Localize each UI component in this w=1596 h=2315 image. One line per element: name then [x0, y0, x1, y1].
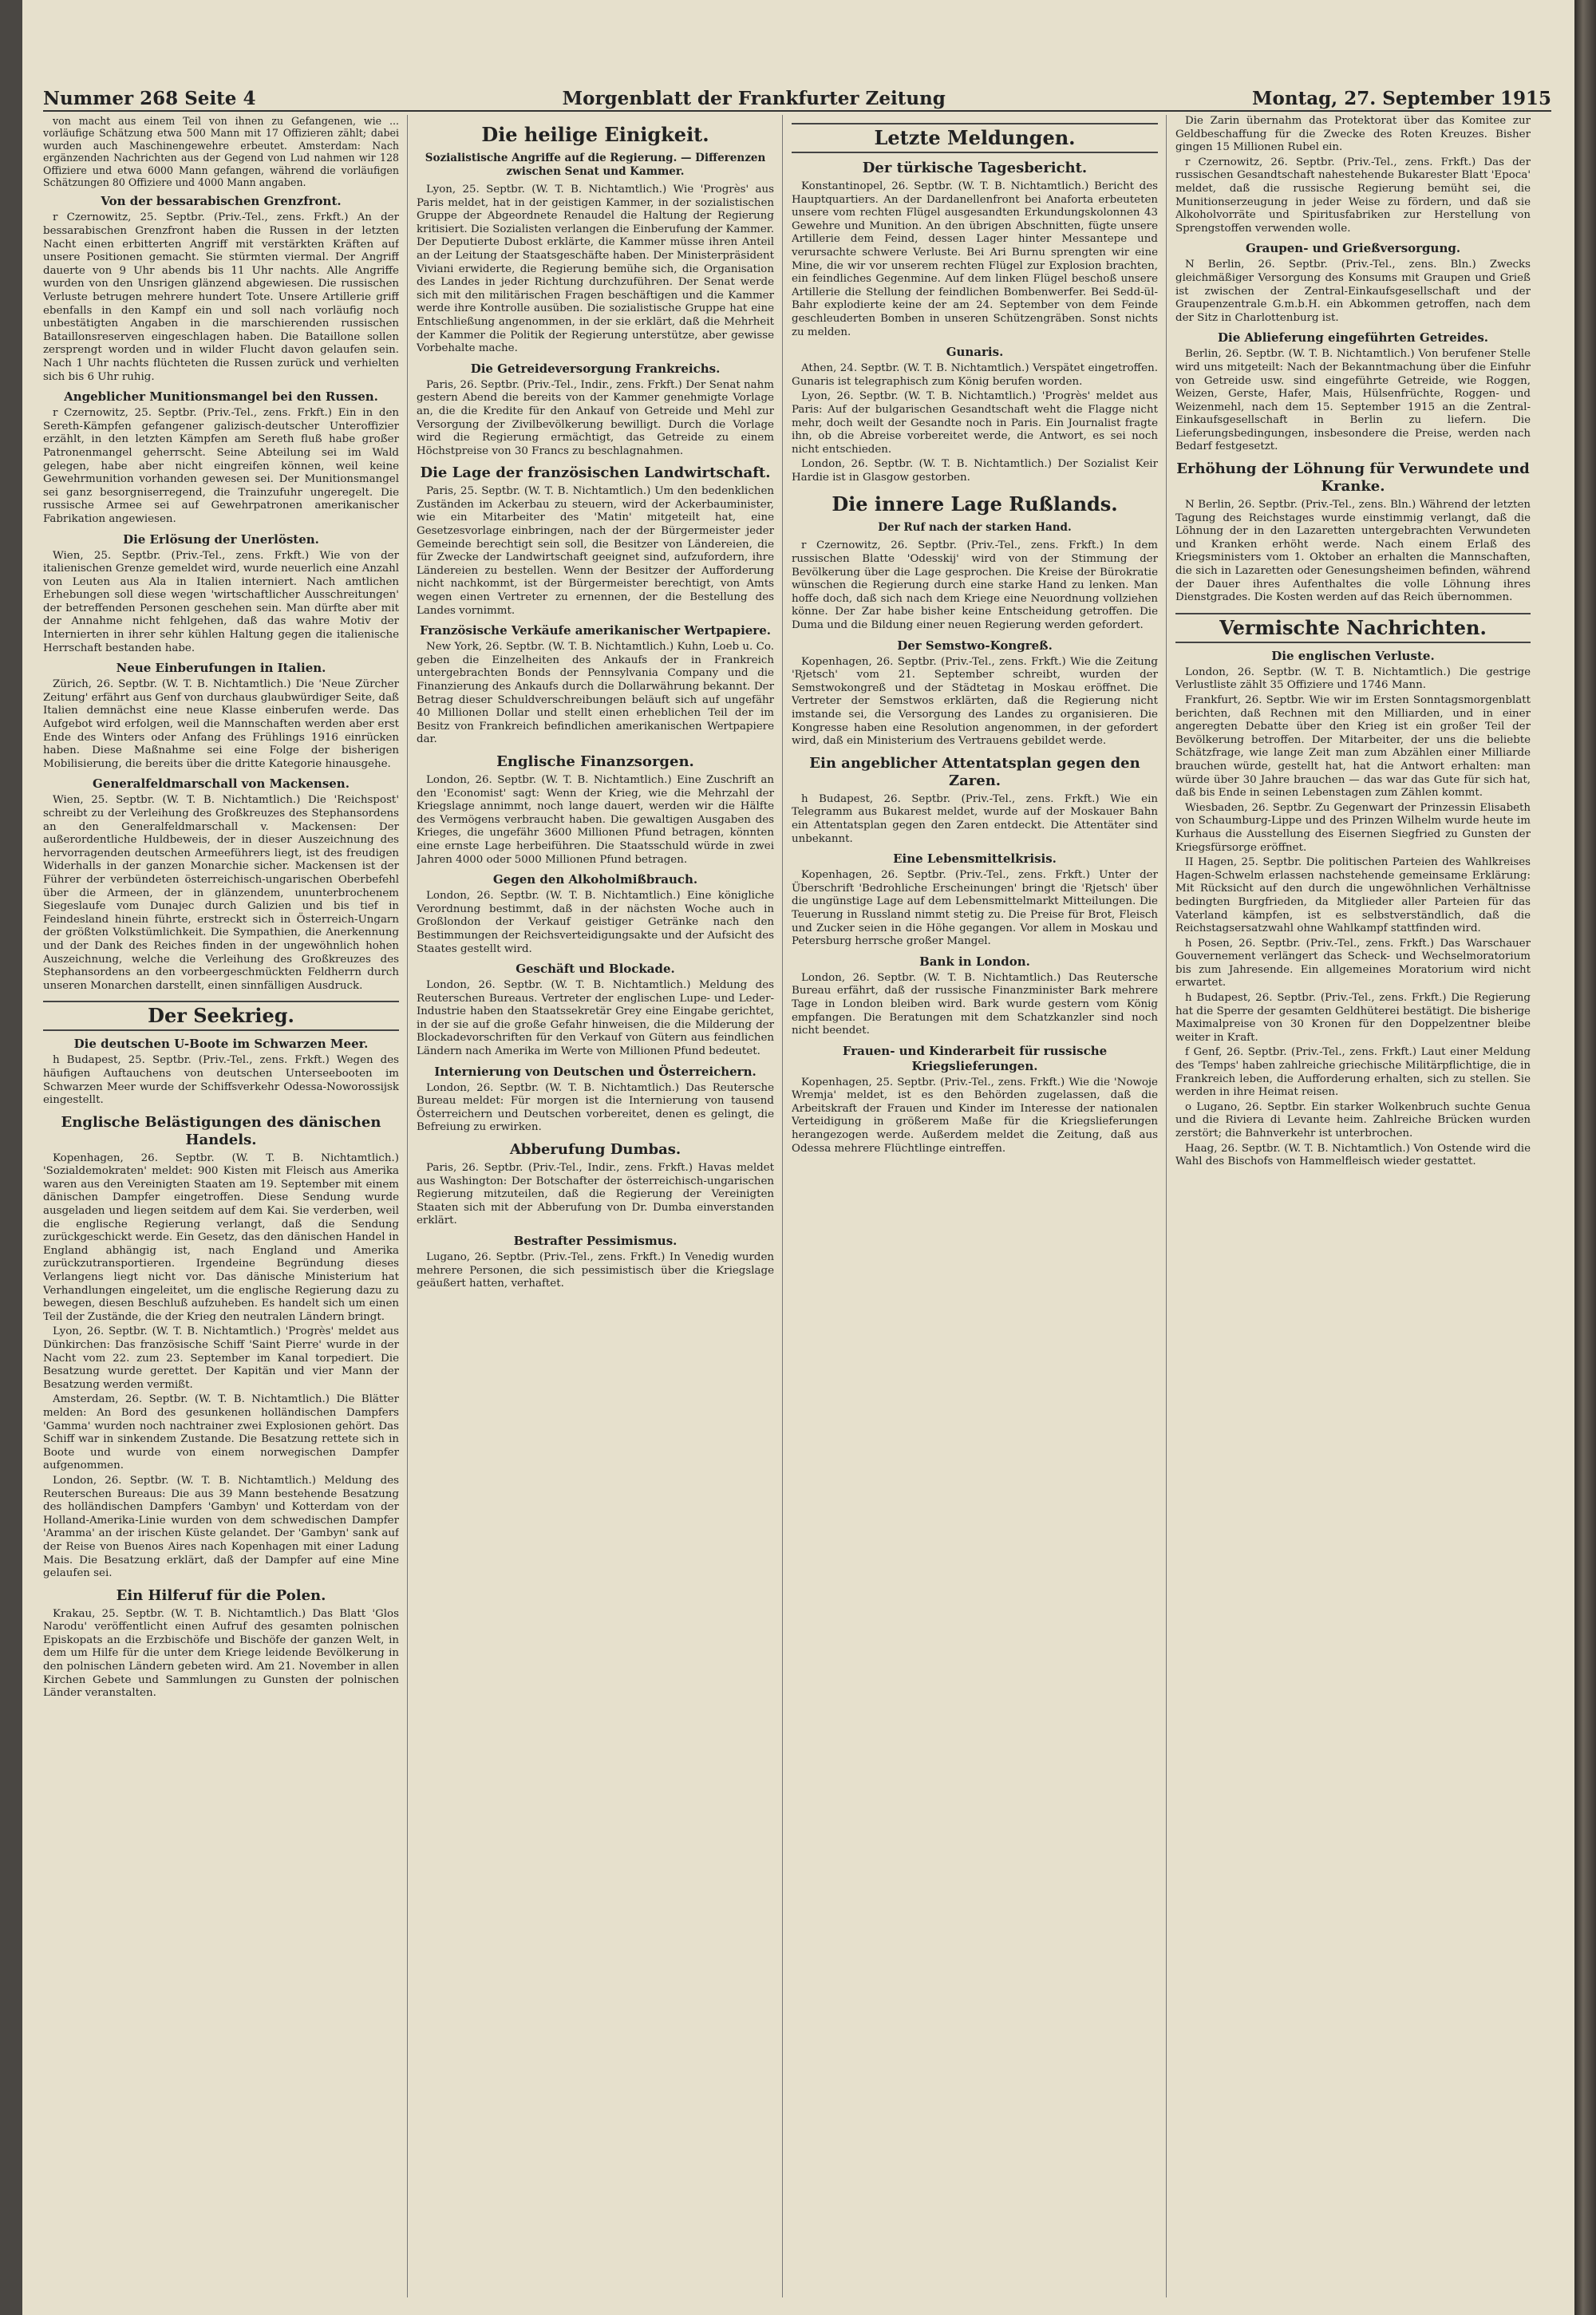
column-rule — [407, 115, 408, 2297]
section-seekrieg: Der Seekrieg. — [43, 1001, 399, 1031]
headline-mackensen: Generalfeldmarschall von Mackensen. — [93, 776, 350, 792]
article-frauenarbeit: Kopenhagen, 25. Septbr. (Priv.-Tel., zens. Frkft.) Wie die 'Nowoje Wremja' meldet, ist es den Behörden zugelassen, daß die Arbeitskraft der Frauen und Kinder im Interesse der nationalen Verteidigung in größerem Maße für die Kriegslieferungen herangezogen werde. Außerdem meldet die Zeitung, daß aus Odessa mehrere Flüchtlinge eintreffen. — [792, 1076, 1158, 1155]
article-genf: f Genf, 26. Septbr. (Priv.-Tel., zens. Frkft.) Laut einer Meldung des 'Temps' haben zahlreiche griechische Militärpflichtige, die in Frankreich leben, die Aufforderung erhalten, sich zu stellen. Sie werden in ihre Heimat reisen. — [1175, 1046, 1531, 1099]
article-lugano: o Lugano, 26. Septbr. Ein starker Wolkenbruch suchte Genua und die Riviera di Levante heim. Zahlreiche Brücken wurden zerstört; die Bahnverkehr ist unterbrochen. — [1175, 1100, 1531, 1140]
article-pessimismus: Lugano, 26. Septbr. (Priv.-Tel., zens. Frkft.) In Venedig wurden mehrere Personen, die sich pessimistisch über die Kriegslage geäußert hatten, verhaftet. — [417, 1251, 774, 1290]
issue-number: Nummer 268 Seite 4 — [43, 87, 256, 109]
article-semstwo: Kopenhagen, 26. Septbr. (Priv.-Tel., zens. Frkft.) Wie die Zeitung 'Rjetsch' vom 21. September schreibt, wurden der Semstwokongreß und der Städtetag in Moskau eröffnet. Die Vertreter der Semstwos erklärten, daß die Regierung nicht imstande sei, die Versorgung des Landes zu organisieren. Die Kongresse haben eine Resolution angenommen, in der gefordert wird, daß ein Ministerium des Vertrauens gebildet werde. — [792, 655, 1158, 748]
headline-einberufungen: Neue Einberufungen in Italien. — [116, 661, 326, 676]
headline-tagesbericht: Der türkische Tagesbericht. — [862, 160, 1088, 176]
article-landwirtschaft: Paris, 25. Septbr. (W. T. B. Nichtamtlich.) Um den bedenklichen Zuständen im Ackerbau zu steuern, wird der Ackerbauminister, wie ein Mitarbeiter des 'Matin' mitgeteilt hat, eine Gesetzesvorlage einbringen, nach der der Bürgermeister jeder Gemeinde berechtigt sein soll, die Besitzer von Ländereien, die für Zwecke der Landwirtschaft geeignet sind, aufzufordern, ihre Ländereien zu bestellen. Wenn der Besitzer der Aufforderung nicht nachkommt, ist der Bürgermeister berechtigt, von Amts wegen einen Vertreter zu ernennen, der die Bestellung des Landes vornimmt. — [417, 485, 774, 617]
article-loehnung: N Berlin, 26. Septbr. (Priv.-Tel., zens. Bln.) Während der letzten Tagung des Reichstages wurde einstimmig verlangt, daß die Löhnung der in den Lazaretten untergebrachten Verwundeten und Kranken erhöht werde. Nach einem Erlaß des Kriegsministers vom 1. Oktober an erhalten die Mannschaften, die sich in Lazaretten oder Genesungsheimen befinden, während der Dauer ihres Aufenthaltes die volle Löhnung ihres Dienstgrades. Die Kosten werden auf das Reich übernommen. — [1175, 499, 1531, 604]
article-englische-belaestigungen: Kopenhagen, 26. Septbr. (W. T. B. Nichtamtlich.) 'Sozialdemokraten' meldet: 900 Kisten mit Fleisch aus Amerika waren aus den Vereinigten Staaten am 19. September mit einem dänischen Dampfer eingetroffen. Diese Sendung wurde ausgeladen und liegen seitdem auf dem Kai. Sie verderben, weil die englische Regierung verlangt, daß die Sendung zurückgeschickt werde. Ein Gesetz, das den dänischen Handel in England abhängig ist, nach England und Amerika zurückzutransportieren. Irgendeine Begründung dieses Verlangens liegt nicht vor. Das dänische Ministerium hat Verhandlungen eingeleitet, um die englische Regierung dazu zu bewegen, diesen Beschluß aufzuheben. Es handelt sich um einen Teil der Zustände, die der Krieg den neutralen Ländern bringt. — [43, 1152, 399, 1323]
headline-verluste: Die englischen Verluste. — [1271, 648, 1435, 663]
article-ablieferung: Berlin, 26. Septbr. (W. T. B. Nichtamtlich.) Von berufener Stelle wird uns mitgeteilt: Nach der Bekanntmachung über die Einfuhr von Getreide usw. sind eingeführte Getreide, wie Roggen, Weizen, Gerste, Hafer, Mais, Hülsenfrüchte, Roggen- und Weizenmehl, nach dem 15. September 1915 an die Zentral-Einkaufsgesellschaft in Berlin zu liefern. Die Lieferungsbedingungen, insbesondere die Preise, werden nach Bedarf festgesetzt. — [1175, 348, 1531, 453]
headline-blockade: Geschäft und Blockade. — [516, 962, 675, 977]
newspaper-page — [22, 0, 1574, 2315]
headline-finanzsorgen: Englische Finanzsorgen. — [496, 753, 694, 770]
headline-englische-belaestigungen: Englische Belästigungen des dänischen Handels. — [61, 1113, 381, 1148]
article-attentat: h Budapest, 26. Septbr. (Priv.-Tel., zens. Frkft.) Wie ein Telegramm aus Bukarest meldet, wurde auf der Moskauer Bahn ein Attentatsplan gegen den Zaren entdeckt. Die Attentäter sind unbekannt. — [792, 792, 1158, 845]
headline-lebensmittel: Eine Lebensmittelkrisis. — [893, 851, 1057, 867]
article-wiesbaden: Wiesbaden, 26. Septbr. Zu Gegenwart der Prinzessin Elisabeth von Schaumburg-Lippe und des Prinzen Wilhelm wurde heute im Kurhaus die Ausstellung des Eisernen Siegfried zu Gunsten der Kriegsfürsorge eröffnet. — [1175, 801, 1531, 854]
article-polen: Krakau, 25. Septbr. (W. T. B. Nichtamtlich.) Das Blatt 'Glos Narodu' veröffentlicht einen Aufruf des gesamten polnischen Episkopats an die Erzbischöfe und Bischöfe der ganzen Welt, in dem um Hilfe für die unter dem Kriege leidende Bevölkerung in den polnischen Ländern gebeten wird. Am 21. November in allen Kirchen Gebete und Sammlungen zu Gunsten der polnischen Länder veranstalten. — [43, 1607, 399, 1700]
issue-date: Montag, 27. September 1915 — [1252, 87, 1551, 109]
article-hagen: II Hagen, 25. Septbr. Die politischen Parteien des Wahlkreises Hagen-Schwelm erlassen nachstehende gemeinsame Erklärung: Mit Rücksicht auf den durch die ungewöhnlichen Verhältnisse bedingten Burgfrieden, da Mitglieder aller Parteien für das Vaterland kämpfen, ist es selbstverständlich, daß die Reichstagsersatzwahl ohne Wahlkampf stattfinden wird. — [1175, 856, 1531, 935]
headline-polen: Ein Hilferuf für die Polen. — [116, 1586, 326, 1604]
article-erloesung: Wien, 25. Septbr. (Priv.-Tel., zens. Frkft.) Wie von der italienischen Grenze gemeldet wird, wurde neuerlich eine Anzahl von Leuten aus Ala in Italien interniert. Nach amtlichen Erhebungen soll diese wegen 'wirtschaftlicher Ausschreitungen' der betreffenden Personen geschehen sein. Man dürfte aber mit der Annahme nicht fehlgehen, daß das wahre Motiv der Internierten in ihrer sehr kühlen Haltung gegen die italienische Herrschaft bestanden habe. — [43, 549, 399, 654]
headline-erloesung: Die Erlösung der Unerlösten. — [123, 531, 319, 547]
headline-alkohol: Gegen den Alkoholmißbrauch. — [492, 872, 698, 887]
headline-munitionsmangel: Angeblicher Munitionsmangel bei den Russen. — [64, 389, 378, 405]
article-bank: London, 26. Septbr. (W. T. B. Nichtamtlich.) Das Reutersche Bureau erfährt, daß der russische Finanzminister Bark mehrere Tage in London bleiben wird. Bark wurde gestern vom König empfangen. Die Beratungen mit dem Schatzkanzler sind noch nicht beendet. — [792, 971, 1158, 1037]
column-2 — [417, 115, 774, 2297]
article-finanzsorgen: London, 26. Septbr. (W. T. B. Nichtamtlich.) Eine Zuschrift an den 'Economist' sagt: Wenn der Krieg, wie die Mehrzahl der Kriegslage annimmt, noch lange dauert, werden wir die Hälfte des Vermögens verbraucht haben. Die gewaltigen Ausgaben des Krieges, die ungefähr 3600 Millionen Pfund betragen, könnten eine ernste Lage herbeiführen. Die Staatsschuld würde in zwei Jahren 4000 oder 5000 Millionen Pfund betragen. — [417, 773, 774, 866]
article-getreide: Paris, 26. Septbr. (Priv.-Tel., Indir., zens. Frkft.) Der Senat nahm gestern Abend die bereits von der Kammer genehmigte Vorlage an, die die Kredite für den Ankauf von Getreide und Mehl zur Versorgung der Zivilbevölkerung bewilligt. Durch die Vorlage wird die Regierung ermächtigt, das Getreide zu einem Höchstpreise von 30 Francs zu beschlagnahmen. — [417, 378, 774, 457]
article-london: London, 26. Septbr. (W. T. B. Nichtamtlich.) Meldung des Reuterschen Bureaus: Die aus 39 Mann bestehende Besatzung des holländischen Dampfers 'Gambyn' und Kotterdam von der Holland-Amerika-Linie wurden von dem schwedischen Dampfer 'Aramma' an der irischen Küste gelandet. Der 'Gambyn' sank auf der Reise von Buenos Aires nach Kopenhagen mit einer Ladung Mais. Die Besatzung erklärt, daß der Dampfer auf eine Mine gelaufen sei. — [43, 1474, 399, 1580]
headline-innere-lage: Die innere Lage Rußlands. — [832, 492, 1118, 516]
headline-graupen: Graupen- und Grießversorgung. — [1245, 241, 1461, 256]
article-dumba: Paris, 26. Septbr. (Priv.-Tel., Indir., zens. Frkft.) Havas meldet aus Washington: Der Botschafter der österreichisch-ungarischen Regierung mitzuteilen, daß die Regierung der Vereinigten Staaten sich mit der Abberufung von Dr. Dumba einverstanden erklärt. — [417, 1162, 774, 1227]
column-rule — [1166, 115, 1167, 2297]
section-vermischte: Vermischte Nachrichten. — [1175, 613, 1531, 643]
article-front: r Czernowitz, 25. Septbr. (Priv.-Tel., zens. Frkft.) An der bessarabischen Grenzfront haben die Russen in der letzten Nacht einen erbitterten Angriff mit verstärkten Kräften auf unsere Positionen gemacht. Sie stürmten viermal. Der Angriff dauerte von 9 Uhr abends bis 11 Uhr nachts. Alle Angriffe wurden von den Unsrigen glänzend abgewiesen. Die russischen Verluste betrugen mehrere hundert Tote. Unsere Artillerie griff ebenfalls in den Kampf ein und soll nach vorläufig noch unbestätigten Angaben in die marschierenden russischen Bataillonsreserven eingeschlagen haben. Die Bataillone sollen zersprengt worden und in wilder Flucht davon gelaufen sein. Nach 1 Uhr nachts flüchteten die Russen zurück und verhielten sich bis 6 Uhr ruhig. — [43, 211, 399, 383]
headline-internierung: Internierung von Deutschen und Österreichern. — [434, 1064, 757, 1079]
article-verkaeufe: New York, 26. Septbr. (W. T. B. Nichtamtlich.) Kuhn, Loeb u. Co. geben die Einzelheiten des Ankaufs der in Frankreich untergebrachten Bonds der Pennsylvania Company und die Finanzierung des Ankaufs durch die Dollarwährung bekannt. Der Betrag dieser Schuldverschreibungen beläuft sich auf ungefähr 40 Millionen Dollar und stellt einen erheblichen Teil der im Besitz von Frankreich befindlichen amerikanischen Wertpapiere dar. — [417, 641, 774, 746]
article-einberufungen: Zürich, 26. Septbr. (W. T. B. Nichtamtlich.) Die 'Neue Zürcher Zeitung' erfährt aus Genf von durchaus glaubwürdiger Seite, daß Italien demnächst eine neue Klasse einberufen werde. Das Aufgebot wird erfolgen, weil die Mannschaften werden aber erst Ende des Winters oder Anfang des Frühlings 1916 einrücken haben. Diese Maßnahme sei eine Folge der bisherigen Mobilisierung, die bereits über die dritte Kategorie hinausgehe. — [43, 678, 399, 770]
headline-verkaeufe: Französische Verkäufe amerikanischer Wertpapiere. — [420, 623, 771, 638]
article-lyon: Lyon, 26. Septbr. (W. T. B. Nichtamtlich.) 'Progrès' meldet aus Dünkirchen: Das französische Schiff 'Saint Pierre' wurde in der Nacht vom 22. zum 23. September im Kanal torpediert. Die Besatzung wurde gerettet. Der Kapitän und vier Mann der Besatzung werden vermißt. — [43, 1325, 399, 1391]
headline-getreide: Die Getreideversorgung Frankreichs. — [470, 361, 721, 376]
article-budapest: h Budapest, 26. Septbr. (Priv.-Tel., zens. Frkft.) Die Regierung hat die Sperre der gesamten Geldhüterei bestätigt. Die bisherige Maximalpreise von 30 Kronen für den Doppelzentner bleibe weiter in Kraft. — [1175, 992, 1531, 1044]
article-blockade: London, 26. Septbr. (W. T. B. Nichtamtlich.) Meldung des Reuterschen Bureaus. Vertreter der englischen Lupe- und Leder-Industrie haben den Staatssekretär Grey eine Eingabe gerichtet, in der sie auf die große Gefahr hinweisen, die die Milderung der Blockadevorschriften für den Verkauf von Gütern aus feindlichen Ländern nach Amerika im Werte von Millionen Pfund bedeutet. — [417, 979, 774, 1058]
book-binding — [1574, 0, 1596, 2315]
column-4 — [1175, 115, 1531, 2297]
article-zarin: Die Zarin übernahm das Protektorat über das Komitee zur Geldbeschaffung für die Zwecke des Roten Kreuzes. Bisher gingen 15 Millionen Rubel ein. — [1175, 115, 1531, 154]
headline-uboote: Die deutschen U-Boote im Schwarzen Meer. — [73, 1037, 369, 1052]
headline-letzte-meldungen: Letzte Meldungen. — [792, 123, 1158, 153]
article-frankfurt: Frankfurt, 26. Septbr. Wie wir im Ersten Sonntagsmorgenblatt berichten, daß Rechnen mit den Milliarden, und in einer angeregten Debatte über den Krieg ist ein großer Teil der Bevölkerung betroffen. Der Mitarbeiter, der uns die beliebte Schätzfrage, wie lange Zeit man zum Abzählen einer Milliarde brauchen würde, gestellt hat, hat die Antwort erhalten: man würde über 30 Jahre brauchen — das war das Gute für sich hat, daß bis Ende in seinen Lebenstagen zum Zählen kommt. — [1175, 694, 1531, 800]
article-alkohol: London, 26. Septbr. (W. T. B. Nichtamtlich.) Eine königliche Verordnung bestimmt, daß in der nächsten Woche auch in Großlondon der Verkauf geistiger Getränke nach den Bestimmungen der Reichsverteidigungsakte und der Aufsicht des Staates gestellt wird. — [417, 890, 774, 955]
subheadline-innere-lage: Der Ruf nach der starken Hand. — [878, 521, 1072, 535]
headline-gunaris: Gunaris. — [946, 345, 1004, 360]
column-3 — [792, 115, 1158, 2297]
article-lyon-2: Lyon, 26. Septbr. (W. T. B. Nichtamtlich.) 'Progrès' meldet aus Paris: Auf der bulgarischen Gesandtschaft weht die Flagge nicht mehr, doch weilt der Gesandte noch in Paris. Ein Journalist fragte ihn, ob die Abreise vorbereitet werde, die Antwort, es sei noch nicht entschieden. — [792, 390, 1158, 456]
article-graupen: N Berlin, 26. Septbr. (Priv.-Tel., zens. Bln.) Zwecks gleichmäßiger Versorgung des Konsums mit Graupen und Grieß ist zwischen der Zentral-Einkaufsgesellschaft und der Graupenzentrale G.m.b.H. ein Abkommen getroffen, nach dem der Sitz in Charlottenburg ist. — [1175, 259, 1531, 324]
article-amsterdam: Amsterdam, 26. Septbr. (W. T. B. Nichtamtlich.) Die Blätter melden: An Bord des gesunkenen holländischen Dampfers 'Gamma' wurden noch nachtrainer zwei Explosionen gehört. Das Schiff war in sinkendem Zustande. Die Besatzung rettete sich in Boote und wurde von einem norwegischen Dampfer aufgenommen. — [43, 1393, 399, 1472]
headline-bank: Bank in London. — [919, 954, 1030, 969]
headline-einigkeit: Die heilige Einigkeit. — [481, 123, 709, 146]
column-rule — [782, 115, 783, 2297]
article-innere-lage: r Czernowitz, 26. Septbr. (Priv.-Tel., zens. Frkft.) In dem russischen Blatte 'Odesskij' wird von der Stimmung der Bevölkerung über die Lage gesprochen. Die Kreise der Bürokratie wünschen die Regierung durch eine starke Hand zu lenken. Man hoffe doch, daß sich nach dem Kriege eine Neuordnung vollziehen könne. Der Zar habe bisher keine Entscheidung getroffen. Die Duma und die Bildung einer neuen Regierung werden gefordert. — [792, 539, 1158, 632]
headline-attentat: Ein angeblicher Attentatsplan gegen den Zaren. — [809, 754, 1140, 789]
headline-ablieferung: Die Ablieferung eingeführten Getreides. — [1217, 330, 1489, 346]
article-einigkeit: Lyon, 25. Septbr. (W. T. B. Nichtamtlich.) Wie 'Progrès' aus Paris meldet, hat in der geistigen Kammer, in der sozialistischen Gruppe der Abgeordnete Renaudel die Haltung der Regierung kritisiert. Die Sozialisten verlangen die Einberufung der Kammer. Der Deputierte Dubost erklärte, die Kammer müsse ihren Anteil an der Leitung der Staatsgeschäfte haben. Der Ministerpräsident Viviani erwiderte, die Regierung bemühe sich, die Organisation des Landes in jeder Richtung durchzuführen. Der Senat werde sich mit den militärischen Fragen beschäftigen und die Kammer werde ihre Kontrolle ausüben. Die sozialistische Gruppe hat eine Entschließung angenommen, in der sie erklärt, daß die Mehrheit der Kammer die Politik der Regierung unterstütze, aber gewisse Vorbehalte mache. — [417, 184, 774, 355]
masthead — [43, 86, 1551, 112]
article-verluste: London, 26. Septbr. (W. T. B. Nichtamtlich.) Die gestrige Verlustliste zählt 35 Offiziere und 1746 Mann. — [1175, 666, 1531, 692]
article-london-2: London, 26. Septbr. (W. T. B. Nichtamtlich.) Der Sozialist Keir Hardie ist in Glasgow gestorben. — [792, 458, 1158, 484]
headline-front: Von der bessarabischen Grenzfront. — [101, 194, 342, 209]
article-mackensen: Wien, 25. Septbr. (W. T. B. Nichtamtlich.) Die 'Reichspost' schreibt zu der Verleihung des Großkreuzes des Stephansordens an den Generalfeldmarschall v. Mackensen: Der außerordentliche Huldbeweis, der in dieser Auszeichnung des hervorragenden deutschen Armeeführers liegt, ist des freudigen Widerhalls in der ganzen Monarchie sicher. Mackensen ist der Führer der verbündeten österreichisch-ungarischen Oberbefehl über die Armeen, der in glänzendem, ununterbrochenem Siegeslaufe vom Dunajec durch Galizien und bis tief in Feindesland hinein führte, erstreckt sich in Österreich-Ungarn der größten Volkstümlichkeit. Die Sympathien, die Anerkennung und der Dank des Reiches finden in der ungewöhnlich hohen Auszeichnung, welche die Verleihung des Großkreuzes des Stephansordens an den vorbeergeschmückten Feldherrn durch unseren Monarchen darstellt, einen sinnfälligen Ausdruck. — [43, 794, 399, 992]
article-posen: h Posen, 26. Septbr. (Priv.-Tel., zens. Frkft.) Das Warschauer Gouvernement verlängert das Scheck- und Wechselmoratorium bis zum Jahresende. Ein allgemeines Moratorium wird nicht erwartet. — [1175, 937, 1531, 990]
newspaper-title: Morgenblatt der Frankfurter Zeitung — [562, 87, 946, 109]
headline-landwirtschaft: Die Lage der französischen Landwirtschaft. — [420, 464, 771, 482]
subheadline-einigkeit: Sozialistische Angriffe auf die Regierung. — Differenzen zwischen Senat und Kammer. — [425, 152, 766, 178]
headline-loehnung: Erhöhung der Löhnung für Verwundete und Kranke. — [1176, 460, 1530, 496]
article-uboote: h Budapest, 25. Septbr. (Priv.-Tel., zens. Frkft.) Wegen des häufigen Auftauchens von deutschen Unterseebooten im Schwarzen Meer wurde der Schiffsverkehr Odessa-Noworossijsk eingestellt. — [43, 1054, 399, 1107]
article-munitionsmangel: r Czernowitz, 25. Septbr. (Priv.-Tel., zens. Frkft.) Ein in den Sereth-Kämpfen gefangener galizisch-deutscher Unteroffizier erzählt, in den letzten Kämpfen am Sereth fluß habe großer Patronenmangel geherrscht. Seine Abteilung sei im Wald gelegen, habe aber nicht eingreifen können, weil keine Gewehrmunition vorhanden gewesen sei. Der Munitionsmangel sei ganz besorgniserregend, die Trainzufuhr ungeregelt. Die russische Armee sei auf Gewehrpatronen amerikanischer Fabrikation angewiesen. — [43, 407, 399, 525]
article-lebensmittel: Kopenhagen, 26. Septbr. (Priv.-Tel., zens. Frkft.) Unter der Überschrift 'Bedrohliche Erscheinungen' bringt die 'Rjetsch' über die ungünstige Lage auf dem Lebensmittelmarkt Mitteilungen. Die Teuerung in Russland nimmt stetig zu. Die Preise für Brot, Fleisch und Zucker seien in die Höhe gegangen. Vor allem in Moskau und Petersburg herrsche großer Mangel. — [792, 869, 1158, 948]
lead-article: von macht aus einem Teil von ihnen zu Gefangenen, wie ... vorläufige Schätzung etwa 500 Mann mit 17 Offizieren zählt; dabei wurden auch Maschinengewehre erbeutet. Amsterdam: Nach ergänzenden Nachrichten aus der Gegend von Lud nahmen wir 128 Offiziere und etwa 6000 Mann gefangen, während die vorläufigen Schätzungen 80 Offiziere und 4000 Mann angaben. — [43, 115, 399, 189]
headline-semstwo: Der Semstwo-Kongreß. — [897, 638, 1053, 653]
column-1 — [43, 115, 399, 2297]
headline-dumba: Abberufung Dumbas. — [509, 1141, 681, 1159]
article-haag: Haag, 26. Septbr. (W. T. B. Nichtamtlich.) Von Ostende wird die Wahl des Bischofs von Hammelfleisch wieder gestattet. — [1175, 1142, 1531, 1168]
article-tagesbericht: Konstantinopel, 26. Septbr. (W. T. B. Nichtamtlich.) Bericht des Hauptquartiers. An der Dardanellenfront bei Anaforta erbeuteten unsere vom rechten Flügel ausgesandten Erkundungskolonnen 43 Gewehre und Munition. An den übrigen Abschnitten, fügte unsere Artillerie dem Feind, dessen Lager hinter Messantepe und verursachte schwere Verluste. Bei Ari Burnu sprengten wir eine Mine, die wir vor unserem rechten Flügel zur Explosion brachten, ein feindliches Gegenmine. Auf dem linken Flügel beschoß unsere Artillerie die Stellung der feindlichen Bombenwerfer. Bei Sedd-ül-Bahr explodierte keine der am 24. September von dem Feinde geschleuderten Bomben in unseren Schützengräben. Sonst nichts zu melden. — [792, 180, 1158, 338]
article-internierung: London, 26. Septbr. (W. T. B. Nichtamtlich.) Das Reutersche Bureau meldet: Für morgen ist die Internierung von tausend Österreichern und Deutschen vorbereitet, denen es gelingt, die Befreiung zu erwirken. — [417, 1081, 774, 1134]
article-czernowitz: r Czernowitz, 26. Septbr. (Priv.-Tel., zens. Frkft.) Das der russischen Gesandtschaft nahestehende Bukarester Blatt 'Epoca' meldet, daß die russische Regierung bemüht sei, die Munitionserzeugung in jeder Weise zu fördern, und daß sie Alkoholvorräte und Spiritusfabriken zur Herstellung von Sprengstoffen verwenden wolle. — [1175, 156, 1531, 235]
headline-pessimismus: Bestrafter Pessimismus. — [513, 1234, 678, 1248]
headline-frauenarbeit: Frauen- und Kinderarbeit für russische Kriegslieferungen. — [842, 1043, 1108, 1073]
article-gunaris: Athen, 24. Septbr. (W. T. B. Nichtamtlich.) Verspätet eingetroffen. Gunaris ist telegraphisch zum König berufen worden. — [792, 362, 1158, 388]
